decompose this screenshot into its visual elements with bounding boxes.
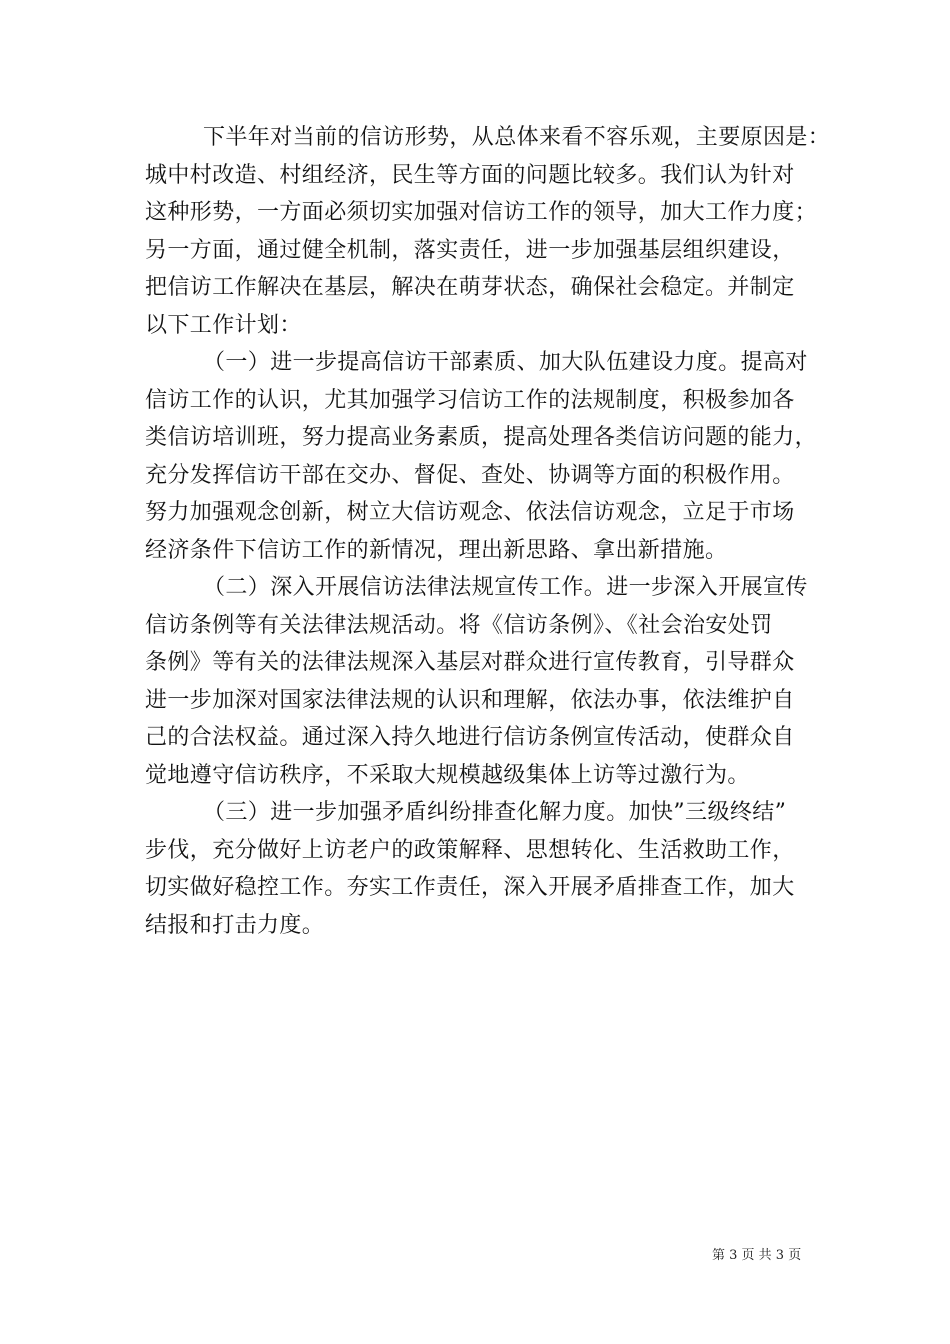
text-line: 觉地遵守信访秩序，不采取大规模越级集体上访等过激行为。 <box>145 762 750 788</box>
text-line: 己的合法权益。通过深入持久地进行信访条例宣传活动，使群众自 <box>145 725 795 750</box>
text-line: （一）进一步提高信访干部素质、加大队伍建设力度。提高对 <box>203 350 808 375</box>
text-line: 以下工作计划： <box>145 312 302 338</box>
text-line: 信访条例等有关法律法规活动。将《信访条例》、《社会治安处罚 <box>145 612 773 638</box>
text-line: 这种形势，一方面必须切实加强对信访工作的领导，加大工作力度； <box>145 200 818 225</box>
text-line: 把信访工作解决在基层，解决在萌芽状态，确保社会稳定。并制定 <box>145 275 795 300</box>
text-line: （三）进一步加强矛盾纠纷排查化解力度。加快”三级终结” <box>203 800 787 825</box>
text-line: 类信访培训班，努力提高业务素质，提高处理各类信访问题的能力， <box>145 425 818 450</box>
document-body <box>145 119 845 944</box>
text-line: 努力加强观念创新，树立大信访观念、依法信访观念，立足于市场 <box>145 500 795 525</box>
paragraph-intro <box>145 119 845 344</box>
text-line: 结报和打击力度。 <box>145 912 325 938</box>
text-line: 进一步加深对国家法律法规的认识和理解，依法办事，依法维护自 <box>145 687 795 713</box>
text-line: 另一方面，通过健全机制，落实责任，进一步加强基层组织建设， <box>145 237 795 263</box>
text-line: 经济条件下信访工作的新情况，理出新思路、拿出新措施。 <box>145 537 728 563</box>
text-line: 下半年对当前的信访形势，从总体来看不容乐观，主要原因是： <box>203 125 831 150</box>
text-line: （二）深入开展信访法律法规宣传工作。进一步深入开展宣传 <box>203 575 808 600</box>
text-line: 充分发挥信访干部在交办、督促、查处、协调等方面的积极作用。 <box>145 462 795 488</box>
text-line: 切实做好稳控工作。夯实工作责任，深入开展矛盾排查工作，加大 <box>145 875 795 900</box>
text-line: 条例》等有关的法律法规深入基层对群众进行宣传教育，引导群众 <box>145 650 795 675</box>
paragraph-item-1 <box>145 344 845 569</box>
paragraph-item-3 <box>145 794 845 944</box>
text-line: 城中村改造、村组经济，民生等方面的问题比较多。我们认为针对 <box>145 162 795 188</box>
page-number-footer: 第 3 页 共 3 页 <box>712 1248 802 1263</box>
text-line: 信访工作的认识，尤其加强学习信访工作的法规制度，积极参加各 <box>145 387 795 413</box>
paragraph-item-2 <box>145 569 845 794</box>
text-line: 步伐，充分做好上访老户的政策解释、思想转化、生活救助工作， <box>145 837 795 863</box>
